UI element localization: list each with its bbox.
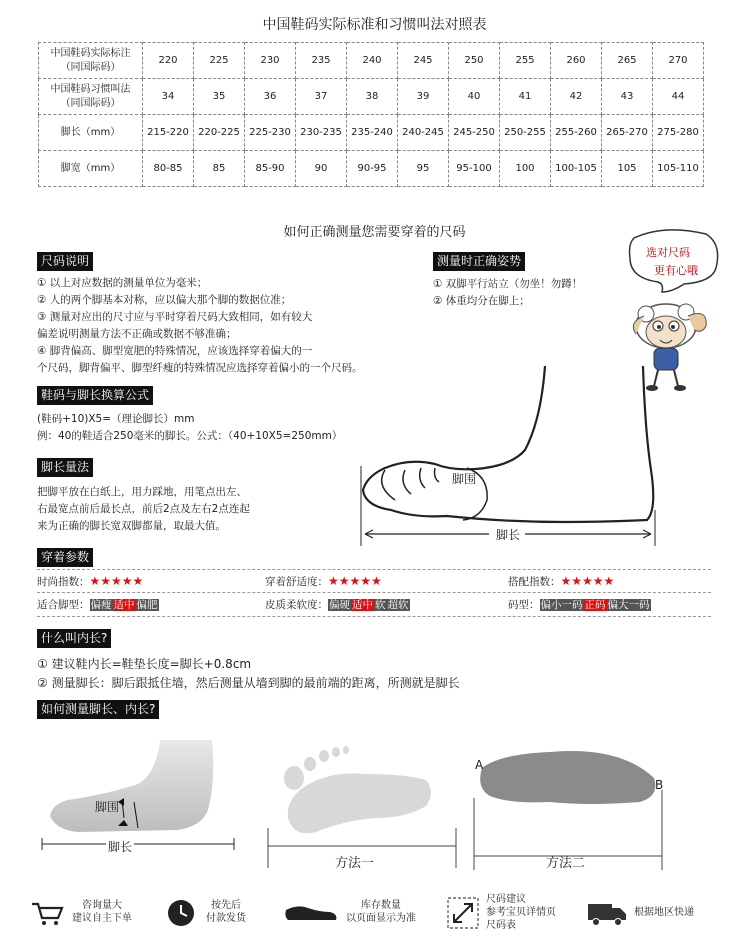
fit-option: 偏瘦 — [90, 599, 112, 611]
bottom-item-express — [634, 906, 694, 919]
method2-label: 方法二 — [546, 856, 586, 871]
size-note-line: ④ 脚背偏高、脚型宽肥的特殊情况，应该选择穿着偏大的一 — [37, 345, 313, 357]
measure-line: 右最宽点前后最长点，前后2点及左右2点连起 — [37, 503, 250, 515]
bottom-line: 以页面显示为准 — [346, 913, 416, 924]
code-label: 码型： — [508, 599, 540, 611]
fit-row — [37, 597, 159, 614]
size-table-row — [39, 79, 704, 115]
size-cell: 41 — [500, 79, 551, 115]
size-table-row — [39, 43, 704, 79]
comfort-stars: ★★★★★ — [328, 574, 382, 588]
foot-photo-illustration — [38, 740, 238, 865]
fashion-label: 时尚指数： — [37, 576, 90, 588]
bottom-item-stock — [346, 899, 416, 925]
size-cell: 230-235 — [296, 115, 347, 151]
size-cell: 220-225 — [194, 115, 245, 151]
mascot-bubble-line1: 选对尺码 — [646, 246, 690, 259]
size-row-header: 脚长（mm） — [39, 115, 143, 151]
page-title: 中国鞋码实际标准和习惯叫法对照表 — [262, 17, 487, 33]
formula-text — [37, 411, 342, 445]
size-cell: 235 — [296, 43, 347, 79]
size-cell: 43 — [602, 79, 653, 115]
foot-length-label-2: 脚长 — [108, 840, 133, 854]
point-b-label: B — [655, 778, 664, 792]
bottom-line: 参考宝贝详情页 — [486, 907, 556, 918]
size-cell: 270 — [653, 43, 704, 79]
size-table-row — [39, 115, 704, 151]
size-cell: 250-255 — [500, 115, 551, 151]
truck-icon — [586, 900, 628, 928]
code-option: 偏大一码 — [607, 599, 650, 611]
size-cell: 220 — [143, 43, 194, 79]
size-cell: 100 — [500, 151, 551, 187]
size-cell: 275-280 — [653, 115, 704, 151]
size-cell: 40 — [449, 79, 500, 115]
size-cell: 265-270 — [602, 115, 653, 151]
bottom-line: 建议自主下单 — [72, 913, 132, 924]
measure-line: 把脚平放在白纸上，用力踩地，用笔点出左、 — [37, 486, 247, 498]
soft-option: 软 — [375, 599, 386, 611]
posture-text — [433, 276, 582, 310]
measure-tag: 脚长量法 — [37, 458, 93, 477]
size-cell: 105 — [602, 151, 653, 187]
footprint-illustration — [266, 740, 460, 870]
size-row-header: 中国鞋码实际标注 （同国际码） — [39, 43, 143, 79]
posture-line: ① 双脚平行站立（勿坐！勿蹲！ — [433, 278, 583, 290]
size-cell: 34 — [143, 79, 194, 115]
bottom-line: 库存数量 — [361, 900, 401, 911]
foot-outline-illustration — [355, 360, 675, 550]
size-note-text — [37, 275, 363, 377]
size-cell: 260 — [551, 43, 602, 79]
size-note-line: 偏差说明测量方法不正确或数据不够准确； — [37, 328, 237, 340]
size-cell: 35 — [194, 79, 245, 115]
cart-icon — [30, 900, 64, 926]
bottom-item-size — [486, 893, 556, 932]
match-stars: ★★★★★ — [560, 574, 615, 588]
formula-line: (鞋码+10)X5=（理论脚长）mm — [37, 413, 195, 425]
size-cell: 85-90 — [245, 151, 296, 187]
bottom-item-order — [72, 899, 132, 925]
divider — [37, 616, 711, 617]
size-cell: 215-220 — [143, 115, 194, 151]
size-cell: 90 — [296, 151, 347, 187]
match-index — [508, 573, 614, 591]
size-cell: 255 — [500, 43, 551, 79]
code-option-selected: 正码 — [584, 599, 606, 611]
foot-length-label: 脚长 — [496, 528, 521, 542]
soft-option: 偏硬 — [329, 599, 350, 611]
size-cell: 37 — [296, 79, 347, 115]
soft-label: 皮质柔软度： — [265, 599, 328, 611]
size-cell: 90-95 — [347, 151, 398, 187]
divider — [37, 592, 711, 593]
size-note-line: 个尺码，脚背偏平、脚型纤瘦的特殊情况应选择穿着偏小的一个尺码。 — [37, 362, 363, 374]
size-note-line: ③ 测量对应出的尺寸应与平时穿着尺码大致相同，如有较大 — [37, 311, 313, 323]
method1-label: 方法一 — [335, 856, 375, 871]
fashion-index — [37, 573, 143, 591]
bottom-line: 尺码建议 — [486, 894, 526, 905]
match-label: 搭配指数： — [508, 576, 561, 588]
code-row — [508, 597, 651, 614]
posture-line: ② 体重均分在脚上； — [433, 295, 530, 307]
formula-tag: 鞋码与脚长换算公式 — [37, 386, 153, 405]
fit-option: 偏肥 — [136, 599, 158, 611]
comfort-index — [265, 573, 382, 591]
size-cell: 250 — [449, 43, 500, 79]
bottom-line: 付款发货 — [206, 913, 246, 924]
size-note-line: ② 人的两个脚基本对称，应以偏大那个脚的数据位准； — [37, 294, 292, 306]
mascot-bubble-line2: 更有心哦 — [654, 264, 698, 277]
size-row-header: 中国鞋码习惯叫法 （同国际码） — [39, 79, 143, 115]
foot-circ-label: 脚围 — [452, 472, 477, 486]
soft-option: 超软 — [387, 599, 409, 611]
size-cell: 38 — [347, 79, 398, 115]
size-row-header: 脚宽（mm） — [39, 151, 143, 187]
fit-label: 适合脚型： — [37, 599, 90, 611]
point-a-label: A — [475, 758, 484, 772]
size-cell: 235-240 — [347, 115, 398, 151]
fashion-stars: ★★★★★ — [89, 574, 144, 588]
size-cell: 240 — [347, 43, 398, 79]
wear-tag: 穿着参数 — [37, 548, 93, 567]
formula-line: 例：40的鞋适合250毫米的脚长。公式：（40+10X5=250mm） — [37, 430, 343, 442]
size-cell: 225-230 — [245, 115, 296, 151]
size-cell: 36 — [245, 79, 296, 115]
size-cell: 42 — [551, 79, 602, 115]
section-subtitle: 如何正确测量您需要穿着的尺码 — [283, 225, 466, 240]
bottom-item-ship — [206, 899, 246, 925]
size-cell: 265 — [602, 43, 653, 79]
posture-tag: 测量时正确姿势 — [433, 252, 525, 271]
size-cell: 95-100 — [449, 151, 500, 187]
soft-option-selected: 适中 — [352, 599, 373, 611]
size-cell: 39 — [398, 79, 449, 115]
softness-row — [265, 597, 410, 614]
size-cell: 245 — [398, 43, 449, 79]
inner-text — [37, 655, 460, 693]
size-cell: 240-245 — [398, 115, 449, 151]
size-cell: 44 — [653, 79, 704, 115]
size-note-line: ① 以上对应数据的测量单位为毫米； — [37, 277, 208, 289]
measure-line: 来为正确的脚长宽双脚都量，取最大值。 — [37, 520, 226, 532]
measure-text — [37, 484, 250, 535]
divider — [37, 569, 711, 570]
size-cell: 230 — [245, 43, 296, 79]
inner-line: ① 建议鞋内长=鞋垫长度=脚长+0.8cm — [37, 657, 252, 671]
size-cell: 105-110 — [653, 151, 704, 187]
size-cell: 255-260 — [551, 115, 602, 151]
size-cell: 245-250 — [449, 115, 500, 151]
bottom-line: 尺码表 — [486, 920, 516, 931]
size-cell: 80-85 — [143, 151, 194, 187]
bottom-line: 咨询量大 — [82, 900, 122, 911]
size-cell: 100-105 — [551, 151, 602, 187]
how-tag: 如何测量脚长、内长? — [37, 700, 159, 719]
size-table — [38, 42, 704, 187]
bottom-line: 根据地区快递 — [634, 907, 694, 918]
inner-tag: 什么叫内长? — [37, 629, 111, 648]
size-table-row — [39, 151, 704, 187]
bottom-line: 按先后 — [211, 900, 241, 911]
inner-line: ② 测量脚长：脚后跟抵住墙，然后测量从墙到脚的最前端的距离，所测就是脚长 — [37, 676, 460, 690]
fit-option-selected: 适中 — [113, 599, 135, 611]
size-cell: 225 — [194, 43, 245, 79]
comfort-label: 穿着舒适度： — [265, 576, 328, 588]
size-cell: 85 — [194, 151, 245, 187]
size-cell: 95 — [398, 151, 449, 187]
clock-icon — [166, 898, 196, 928]
size-note-tag: 尺码说明 — [37, 252, 93, 271]
code-option: 偏小一码 — [540, 599, 583, 611]
shoe-icon — [284, 900, 338, 924]
foot-circ-label-2: 脚围 — [95, 800, 120, 814]
resize-icon — [446, 896, 480, 930]
